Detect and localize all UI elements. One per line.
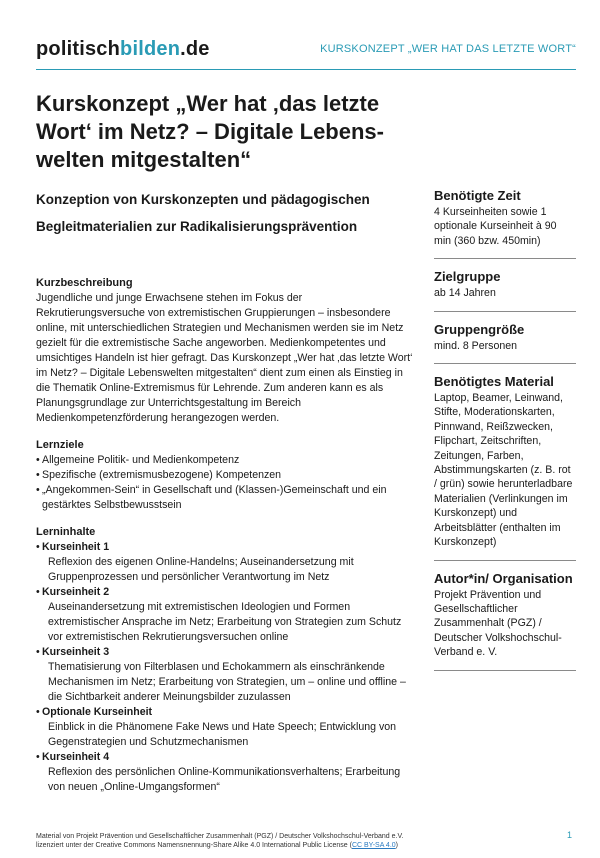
info-sidebar <box>434 188 576 681</box>
unit-title: • Kurseinheit 3 <box>42 646 110 658</box>
footer-license <box>36 841 536 850</box>
logo-text-politisch: politisch <box>36 38 121 60</box>
section-lernziele <box>36 438 414 513</box>
zielgruppe-text: ab 14 Jahren <box>434 287 496 300</box>
unit-description: Einblick in die Phänomene Fake News und Hate Speech; Entwicklung von Gegenstrategien und Schutzmechanismen <box>48 721 397 748</box>
lerninhalte-heading: Lerninhalte <box>36 526 96 538</box>
section-lerninhalte <box>36 525 414 795</box>
unit-item <box>36 645 414 705</box>
unit-item <box>36 540 414 585</box>
unit-item <box>36 750 414 795</box>
list-item: • „Angekommen-Sein“ in Gesellschaft und (Klassen-)Gemeinschaft und ein gestärktes Selbstbewusstsein <box>36 483 414 513</box>
page-header <box>36 38 576 68</box>
page-subtitle: Konzeption von Kurskonzepten und pädagogischen Begleitmaterialien zur Radikalisierungsprävention <box>36 192 370 234</box>
sidebar-block-zeit <box>434 188 576 259</box>
page-footer <box>36 832 536 850</box>
sidebar-block-zielgruppe <box>434 269 576 311</box>
lerninhalte-list <box>36 540 414 795</box>
gruppengroesse-heading: Gruppengröße <box>434 321 525 337</box>
footer-license-suffix: ) <box>395 842 399 849</box>
page-title: Kurskonzept „Wer hat ‚das letzte Wort‘ im Netz? – Digitale Lebenswelten mitgestalten“ <box>36 91 384 172</box>
sidebar-block-material <box>434 374 576 560</box>
unit-title: • Kurseinheit 4 <box>42 751 110 763</box>
material-text: Laptop, Beamer, Leinwand, Stifte, Moderationskarten, Pinnwand, Reißzwecken, Flipchart, Zeitschriften, Zeitungen, Farben, Abstimmungskarten (z. B. rot / grün) sowie herunterladbare Materialien (Verlinkungen im Kurskonzept) und Arbeitsblätter (enthalten im Kurskonzept) <box>434 392 573 549</box>
section-kurzbeschreibung <box>36 276 414 426</box>
header-divider <box>36 69 576 70</box>
unit-description: Reflexion des eigenen Online-Handelns; Auseinandersetzung mit Gruppenprozessen und persönlicher Verantwortung im Netz <box>48 556 354 583</box>
logo-text-de: .de <box>180 38 210 60</box>
unit-item <box>36 585 414 645</box>
page-number: 1 <box>566 830 572 840</box>
lernziele-list <box>36 453 414 513</box>
logo-text-bilden: bilden <box>120 38 181 60</box>
material-heading: Benötigtes Material <box>434 374 554 390</box>
autor-text: Projekt Prävention und Gesellschaftlicher Zusammenhalt (PGZ) / Deutscher Volkshochschul-Verband e. V. <box>434 588 562 659</box>
unit-description: Reflexion des persönlichen Online-Kommunikationsverhaltens; Erarbeitung von neuen „Online-Umgangsformen“ <box>48 766 401 793</box>
license-link[interactable]: CC BY-SA 4.0 <box>351 842 396 849</box>
list-item: • Spezifische (extremismusbezogene) Kompetenzen <box>36 468 414 483</box>
site-logo[interactable] <box>36 38 210 61</box>
unit-title: • Optionale Kurseinheit <box>42 706 153 718</box>
zeit-text: 4 Kurseinheiten sowie 1 optionale Kurseinheit à 90 min (360 bzw. 450min) <box>434 206 557 247</box>
autor-heading: Autor*in/ Organisation <box>434 570 573 586</box>
sidebar-block-gruppengroesse <box>434 322 576 364</box>
gruppengroesse-text: mind. 8 Personen <box>434 339 518 352</box>
header-course-title: KURSKONZEPT „WER HAT DAS LETZTE WORT“ <box>320 43 576 55</box>
unit-description: Auseinandersetzung mit extremistischen Ideologien und Formen extremistischer Ansprache im Netz; Erarbeitung von Strategien zum Schutz vor extremistischen Rekrutierungsversuchen online <box>48 601 402 643</box>
zielgruppe-heading: Zielgruppe <box>434 269 501 285</box>
unit-description: Thematisierung von Filterblasen und Echokammern als einschränkende Mechanismen im Netz; Erarbeitung von Strategien, um – online und offline – die Sichtbarkeit anderer Meinungsbilder zuzulassen <box>48 661 406 703</box>
footer-attribution: Material von Projekt Prävention und Gesellschaftlicher Zusammenhalt (PGZ) / Deutscher Volkshochschul-Verband e.V. <box>36 833 404 840</box>
unit-item <box>36 705 414 750</box>
unit-title: • Kurseinheit 1 <box>42 541 110 553</box>
lernziele-heading: Lernziele <box>36 439 84 451</box>
main-content <box>36 276 414 807</box>
zeit-heading: Benötigte Zeit <box>434 188 521 203</box>
kurzbeschreibung-heading: Kurzbeschreibung <box>36 277 133 289</box>
kurzbeschreibung-text: Jugendliche und junge Erwachsene stehen im Fokus der Rekrutierungsversuche von extremistischen Gruppierungen – insbesondere online, mit unterschiedlichen Strategien und Mechanismen werden sie im Netz gezielt für die extremistische Sache angeworben. Medienkompetentes und umsichtiges Handeln ist hier gefragt. Das Kurskonzept „Wer hat ‚das letzte Wort‘ im Netz? – Digitale Lebenswelten mitgestalten“ dient zum einen als Einstieg in die Thematik Online-Extremismus für Lehrende. Zum anderen kann es als Planungsgrundlage zur Unterrichtsgestaltung im Bereich Medienkompetenzförderung herangezogen werden. <box>36 292 413 424</box>
list-item: • Allgemeine Politik- und Medienkompetenz <box>36 453 414 468</box>
unit-title: • Kurseinheit 2 <box>42 586 110 598</box>
sidebar-block-autor <box>434 571 576 671</box>
footer-license-prefix: lizenziert unter der Creative Commons Namensnennung-Share Alike 4.0 International Public License ( <box>36 842 352 849</box>
